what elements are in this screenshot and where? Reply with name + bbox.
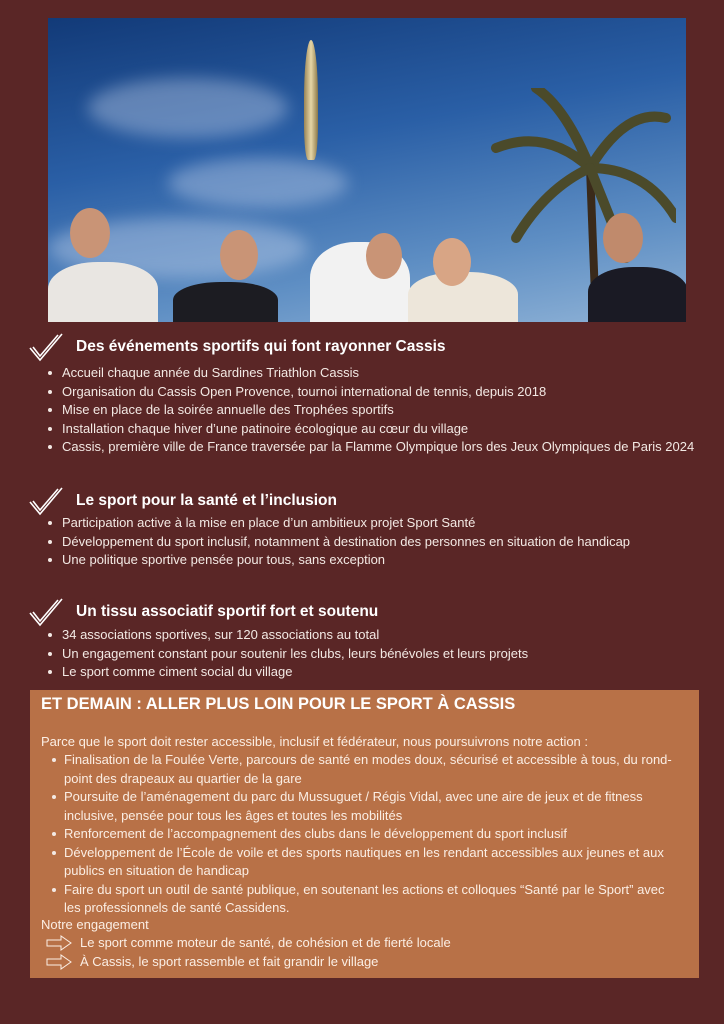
box-title: ET DEMAIN : ALLER PLUS LOIN POUR LE SPORT À CASSIS — [41, 695, 516, 713]
list-item: Mise en place de la soirée annuelle des Trophées sportifs — [28, 401, 704, 420]
engagement-label: Notre engagement — [41, 917, 149, 932]
list-item: Poursuite de l’aménagement du parc du Mussuguet / Régis Vidal, avec une aire de jeux et de fitness inclusive, pensée pour tous les âges et toutes les mobilités — [30, 788, 695, 825]
arrow-right-icon — [46, 935, 72, 951]
list-item: Développement du sport inclusif, notamment à destination des personnes en situation de handicap — [28, 533, 704, 552]
list-item: Cassis, première ville de France traversée par la Flamme Olympique lors des Jeux Olympiques de Paris 2024 — [28, 438, 704, 457]
checkmark-icon — [28, 486, 72, 516]
list-item: Finalisation de la Foulée Verte, parcours de santé en modes doux, sécurisé et accessible à tous, du rond-point des drapeaux au quartier de la gare — [30, 751, 695, 788]
section-events — [28, 335, 704, 457]
list-item: 34 associations sportives, sur 120 associations au total — [28, 626, 704, 645]
future-plans-box — [30, 690, 699, 978]
arrow-right-icon — [46, 954, 72, 970]
list-item: Une politique sportive pensée pour tous, sans exception — [28, 551, 704, 570]
list-item: Faire du sport un outil de santé publique, en soutenant les actions et colloques “Santé par le Sport” avec les professionnels de santé Cassidens. — [30, 881, 695, 918]
section-heading: Un tissu associatif sportif fort et soutenu — [76, 603, 379, 620]
list-item: Renforcement de l’accompagnement des clubs dans le développement du sport inclusif — [30, 825, 695, 844]
engagement-item: À Cassis, le sport rassemble et fait grandir le village — [46, 953, 451, 972]
hero-photo — [48, 18, 686, 322]
section-health — [28, 489, 704, 570]
torch-icon — [304, 40, 318, 160]
list-item: Participation active à la mise en place d’un ambitieux projet Sport Santé — [28, 514, 704, 533]
list-item: Organisation du Cassis Open Provence, tournoi international de tennis, depuis 2018 — [28, 383, 704, 402]
checkmark-icon — [28, 332, 72, 362]
list-item: Le sport comme ciment social du village — [28, 663, 704, 682]
section-associations — [28, 600, 704, 682]
engagement-item: Le sport comme moteur de santé, de cohésion et de fierté locale — [46, 934, 451, 953]
list-item: Un engagement constant pour soutenir les clubs, leurs bénévoles et leurs projets — [28, 645, 704, 664]
list-item: Développement de l’École de voile et des sports nautiques en les rendant accessibles aux jeunes et aux publics en situation de handicap — [30, 844, 695, 881]
box-intro: Parce que le sport doit rester accessible, inclusif et fédérateur, nous poursuivrons notre action : — [41, 734, 589, 749]
list-item: Installation chaque hiver d’une patinoire écologique au cœur du village — [28, 420, 704, 439]
list-item: Accueil chaque année du Sardines Triathlon Cassis — [28, 364, 704, 383]
checkmark-icon — [28, 597, 72, 627]
section-heading: Le sport pour la santé et l’inclusion — [76, 492, 337, 509]
section-heading: Des événements sportifs qui font rayonner Cassis — [76, 338, 446, 355]
